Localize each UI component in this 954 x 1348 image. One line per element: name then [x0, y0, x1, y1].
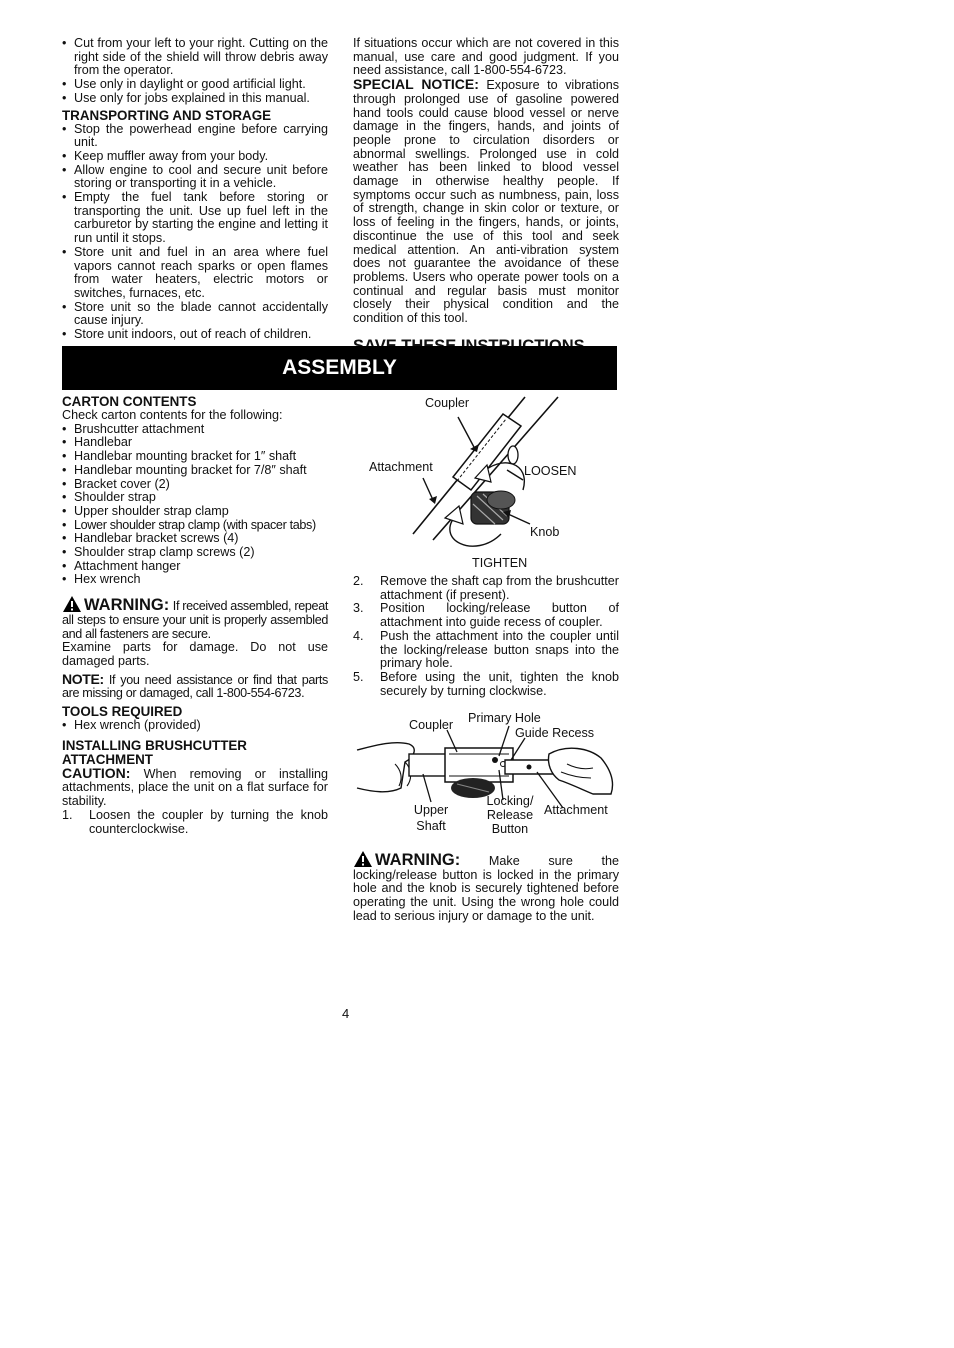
notice-column [353, 37, 619, 355]
list-item: • Shoulder strap [62, 491, 328, 505]
list-item: • Attachment hanger [62, 560, 328, 574]
list-item: • Handlebar mounting bracket for 1″ shaft [62, 450, 328, 464]
locking-line-3: Button [491, 822, 529, 836]
carton-column [62, 392, 328, 836]
coupler-label: Coupler [425, 396, 470, 410]
warning-paragraph [62, 595, 328, 641]
list-item: • Handlebar bracket screws (4) [62, 532, 328, 546]
list-item: • Handlebar mounting bracket for 7/8″ shaft [62, 464, 328, 478]
list-item: • Hex wrench [62, 573, 328, 587]
carton-intro: Check carton contents for the following: [62, 408, 283, 422]
list-item: • Store unit so the blade cannot accidentally cause injury. [62, 301, 328, 328]
upper-shaft-line-2: Shaft [416, 819, 446, 833]
step-text: Position locking/release button of attachment into guide recess of coupler. [380, 601, 619, 630]
primary-hole-label: Primary Hole [468, 711, 541, 725]
list-item: • Hex wrench (provided) [62, 719, 328, 733]
note-paragraph [62, 670, 328, 701]
tools-heading: TOOLS REQUIRED [62, 704, 183, 720]
caution-text: When removing or installing attachments, place the unit on a flat surface for stability. [62, 766, 328, 809]
knob-label: Knob [530, 525, 560, 539]
carton-heading: CARTON CONTENTS [62, 394, 197, 409]
list-item: • Upper shoulder strap clamp [62, 505, 328, 519]
caution-paragraph [62, 764, 328, 809]
list-item: • Shoulder strap clamp screws (2) [62, 546, 328, 560]
list-item: • Stop the powerhead engine before carrying unit. [62, 123, 328, 150]
list-item: • Use only in daylight or good artificial light. [62, 78, 328, 92]
list-item: • Store unit and fuel in an area where fuel vapors cannot reach sparks or open flames from water heaters, electric motors or switches, furnaces, etc. [62, 246, 328, 301]
caution-label: CAUTION: [62, 764, 131, 781]
special-notice-paragraph [353, 78, 619, 326]
warning-triangle-icon [353, 850, 373, 868]
step-number: 4. [353, 628, 364, 643]
warning-triangle-icon [62, 595, 82, 613]
list-item: • Keep muffler away from your body. [62, 150, 328, 164]
upper-shaft-label [411, 803, 451, 833]
attachment-label: Attachment [369, 460, 433, 474]
list-item [353, 575, 619, 602]
install-steps-list [62, 809, 328, 836]
special-notice-label: SPECIAL NOTICE: [353, 76, 479, 93]
transport-bullet-list [62, 123, 328, 342]
assembly-title-bar: ASSEMBLY [62, 346, 617, 390]
step-number: 1. [62, 807, 73, 822]
install-steps-list [353, 575, 619, 698]
locking-release-button-label [482, 794, 538, 836]
warning-label: WARNING: [84, 596, 170, 615]
coupler-attachment-figure [353, 708, 619, 838]
locking-line-1: Locking/ [486, 794, 534, 808]
coupler-label: Coupler [409, 718, 454, 732]
step-text: Loosen the coupler by turning the knob counterclockwise. [89, 807, 328, 836]
situations-paragraph: If situations occur which are not covered in this manual, use care and good judgment. If you need assistance, call 1-800-554-6723. [353, 36, 619, 78]
list-item [353, 671, 619, 698]
tools-list [62, 719, 328, 733]
attachment-label: Attachment [544, 803, 608, 817]
step-text: Push the attachment into the coupler until the locking/release button snaps into the primary hole. [380, 628, 619, 671]
coupler-knob-figure [353, 392, 619, 572]
transport-heading: TRANSPORTING AND STORAGE [62, 107, 272, 123]
list-item: • Handlebar [62, 436, 328, 450]
intro-bullet-list [62, 37, 328, 106]
step-number: 3. [353, 601, 364, 616]
step-text: Remove the shaft cap from the brushcutter attachment (if present). [380, 574, 619, 602]
list-item: • Brushcutter attachment [62, 423, 328, 437]
step-number: 5. [353, 669, 364, 684]
list-item [62, 809, 328, 836]
warning-text: Make sure the locking/release button is locked in the primary hole and the knob is securely tightened before operating the unit. Using the wrong hole could lead to serious injury or damage to the unit. [353, 854, 619, 923]
warning-text: If received assembled, repeat all steps to ensure your unit is properly assembled and all fasteners are secure. [62, 599, 328, 641]
safety-column [62, 37, 328, 342]
install-steps-column [353, 575, 619, 698]
final-warning-paragraph [353, 850, 619, 924]
list-item: • Empty the fuel tank before storing or transporting the unit. Use up fuel left in the carburetor by starting the engine and letting it run until it stops. [62, 191, 328, 246]
list-item: • Lower shoulder strap clamp (with spacer tabs) [62, 519, 328, 533]
guide-recess-label: Guide Recess [515, 726, 595, 740]
note-text: If you need assistance or find that parts are missing or damaged, call 1-800-554-6723. [62, 672, 328, 701]
locking-line-2: Release [486, 808, 534, 822]
loosen-label: LOOSEN [524, 464, 577, 478]
warning-label: WARNING: [375, 851, 461, 869]
list-item: • Store unit indoors, out of reach of children. [62, 328, 328, 342]
list-item: • Use only for jobs explained in this manual. [62, 92, 328, 106]
tighten-label: TIGHTEN [472, 556, 528, 570]
upper-shaft-line-1: Upper [413, 803, 449, 817]
special-notice-text: Exposure to vibrations through prolonged use of gasoline powered hand tools could cause blood vessel or nerve damage in the fingers, hands, and joints of people prone to circulation disorders or abnormal swellings. Prolonged use in cold weather has been linked to blood vessel damage in otherwise healthy people. If symptoms occur such as numbness, pain, loss of strength, change in skin color or texture, or loss of feeling in the fingers, hands, or joints, discontinue the use of this tool and seek medical attention. An anti-vibration system does not guarantee the avoidance of these problems. Users who operate power tools on a continual and regular basis must monitor closely their physical condition and the condition of this tool. [353, 78, 620, 326]
note-label: NOTE: [62, 670, 104, 687]
list-item: • Cut from your left to your right. Cutting on the right side of the shield will throw debris away from the operator. [62, 37, 328, 78]
step-text: Before using the unit, tighten the knob securely by turning clockwise. [380, 669, 619, 698]
list-item [353, 630, 619, 671]
step-number: 2. [353, 574, 364, 588]
install-heading: INSTALLING BRUSHCUTTER ATTACHMENT [62, 737, 247, 767]
final-warning [353, 850, 619, 924]
list-item [353, 602, 619, 629]
coupler-knob-illustration [353, 392, 619, 572]
list-item: • Bracket cover (2) [62, 478, 328, 492]
page-number: 4 [342, 1006, 350, 1021]
examine-paragraph: Examine parts for damage. Do not use damaged parts. [62, 640, 328, 668]
carton-list [62, 423, 328, 587]
list-item: • Allow engine to cool and secure unit before storing or transporting it in a vehicle. [62, 164, 328, 191]
